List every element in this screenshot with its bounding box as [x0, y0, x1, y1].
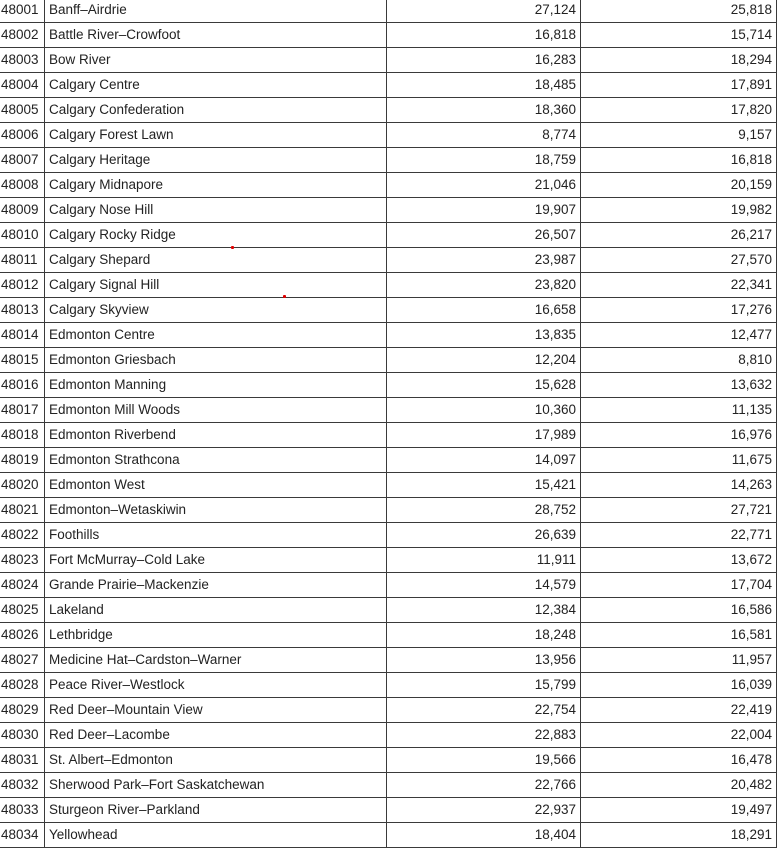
table-row	[0, 448, 777, 473]
value-col-2-cell: 18,291	[581, 823, 777, 848]
district-name-cell: Red Deer–Mountain View	[45, 698, 387, 723]
value-col-2-cell: 17,704	[581, 573, 777, 598]
table-row	[0, 248, 777, 273]
value-col-1-cell: 14,579	[387, 573, 581, 598]
district-name-cell: Calgary Midnapore	[45, 173, 387, 198]
value-col-2-cell: 13,672	[581, 548, 777, 573]
district-code-cell: 48007	[0, 148, 45, 173]
district-name-cell: Calgary Centre	[45, 73, 387, 98]
district-code-cell: 48018	[0, 423, 45, 448]
value-col-1-cell: 13,835	[387, 323, 581, 348]
value-col-2-cell: 20,482	[581, 773, 777, 798]
value-col-1-cell: 13,956	[387, 648, 581, 673]
district-code-cell: 48012	[0, 273, 45, 298]
value-col-1-cell: 16,818	[387, 23, 581, 48]
value-col-2-cell: 20,159	[581, 173, 777, 198]
district-name-cell: Lakeland	[45, 598, 387, 623]
district-name-cell: Calgary Confederation	[45, 98, 387, 123]
value-col-1-cell: 19,907	[387, 198, 581, 223]
value-col-2-cell: 22,341	[581, 273, 777, 298]
district-code-cell: 48017	[0, 398, 45, 423]
table-row	[0, 673, 777, 698]
table-row	[0, 73, 777, 98]
table-row	[0, 23, 777, 48]
district-code-cell: 48015	[0, 348, 45, 373]
district-name-cell: Edmonton Manning	[45, 373, 387, 398]
district-code-cell: 48005	[0, 98, 45, 123]
table-row	[0, 198, 777, 223]
table-row	[0, 223, 777, 248]
value-col-2-cell: 16,581	[581, 623, 777, 648]
district-code-cell: 48019	[0, 448, 45, 473]
value-col-2-cell: 27,721	[581, 498, 777, 523]
table-row	[0, 0, 777, 23]
value-col-1-cell: 21,046	[387, 173, 581, 198]
value-col-1-cell: 12,204	[387, 348, 581, 373]
table-row	[0, 698, 777, 723]
table-row	[0, 723, 777, 748]
district-name-cell: Edmonton West	[45, 473, 387, 498]
district-name-cell: Edmonton Mill Woods	[45, 398, 387, 423]
table-row	[0, 48, 777, 73]
district-code-cell: 48014	[0, 323, 45, 348]
district-code-cell: 48006	[0, 123, 45, 148]
district-code-cell: 48030	[0, 723, 45, 748]
table-row	[0, 498, 777, 523]
district-code-cell: 48003	[0, 48, 45, 73]
table-row	[0, 648, 777, 673]
value-col-1-cell: 28,752	[387, 498, 581, 523]
value-col-1-cell: 22,883	[387, 723, 581, 748]
value-col-1-cell: 22,766	[387, 773, 581, 798]
district-name-cell: Red Deer–Lacombe	[45, 723, 387, 748]
table-row	[0, 298, 777, 323]
district-code-cell: 48022	[0, 523, 45, 548]
district-name-cell: St. Albert–Edmonton	[45, 748, 387, 773]
district-code-cell: 48031	[0, 748, 45, 773]
value-col-1-cell: 18,485	[387, 73, 581, 98]
table-row	[0, 773, 777, 798]
value-col-1-cell: 26,639	[387, 523, 581, 548]
district-code-cell: 48027	[0, 648, 45, 673]
value-col-1-cell: 23,820	[387, 273, 581, 298]
value-col-1-cell: 15,628	[387, 373, 581, 398]
district-code-cell: 48016	[0, 373, 45, 398]
district-name-cell: Medicine Hat–Cardston–Warner	[45, 648, 387, 673]
district-name-cell: Edmonton Strathcona	[45, 448, 387, 473]
value-col-1-cell: 17,989	[387, 423, 581, 448]
value-col-1-cell: 22,937	[387, 798, 581, 823]
district-code-cell: 48024	[0, 573, 45, 598]
district-name-cell: Grande Prairie–Mackenzie	[45, 573, 387, 598]
district-name-cell: Calgary Nose Hill	[45, 198, 387, 223]
table-row	[0, 123, 777, 148]
district-name-cell: Sherwood Park–Fort Saskatchewan	[45, 773, 387, 798]
district-name-cell: Lethbridge	[45, 623, 387, 648]
red-marker-dot	[283, 295, 286, 298]
table-row	[0, 98, 777, 123]
value-col-2-cell: 17,891	[581, 73, 777, 98]
district-code-cell: 48029	[0, 698, 45, 723]
value-col-2-cell: 25,818	[581, 0, 777, 23]
value-col-2-cell: 19,497	[581, 798, 777, 823]
table-row	[0, 598, 777, 623]
district-name-cell: Foothills	[45, 523, 387, 548]
table-row	[0, 573, 777, 598]
district-code-cell: 48013	[0, 298, 45, 323]
district-code-cell: 48023	[0, 548, 45, 573]
value-col-2-cell: 27,570	[581, 248, 777, 273]
value-col-2-cell: 16,818	[581, 148, 777, 173]
value-col-2-cell: 22,419	[581, 698, 777, 723]
district-name-cell: Bow River	[45, 48, 387, 73]
value-col-2-cell: 16,586	[581, 598, 777, 623]
value-col-2-cell: 17,276	[581, 298, 777, 323]
value-col-2-cell: 16,478	[581, 748, 777, 773]
value-col-1-cell: 26,507	[387, 223, 581, 248]
value-col-1-cell: 15,799	[387, 673, 581, 698]
district-name-cell: Calgary Heritage	[45, 148, 387, 173]
district-code-cell: 48008	[0, 173, 45, 198]
value-col-2-cell: 17,820	[581, 98, 777, 123]
table-row	[0, 473, 777, 498]
value-col-1-cell: 8,774	[387, 123, 581, 148]
value-col-2-cell: 9,157	[581, 123, 777, 148]
value-col-2-cell: 16,976	[581, 423, 777, 448]
district-name-cell: Calgary Skyview	[45, 298, 387, 323]
district-name-cell: Banff–Airdrie	[45, 0, 387, 23]
district-code-cell: 48020	[0, 473, 45, 498]
district-name-cell: Yellowhead	[45, 823, 387, 848]
value-col-1-cell: 18,248	[387, 623, 581, 648]
value-col-1-cell: 18,759	[387, 148, 581, 173]
district-code-cell: 48009	[0, 198, 45, 223]
district-code-cell: 48004	[0, 73, 45, 98]
district-name-cell: Battle River–Crowfoot	[45, 23, 387, 48]
district-code-cell: 48001	[0, 0, 45, 23]
value-col-2-cell: 11,675	[581, 448, 777, 473]
value-col-2-cell: 12,477	[581, 323, 777, 348]
table-row	[0, 173, 777, 198]
district-code-cell: 48028	[0, 673, 45, 698]
district-code-cell: 48011	[0, 248, 45, 273]
value-col-2-cell: 11,135	[581, 398, 777, 423]
value-col-2-cell: 8,810	[581, 348, 777, 373]
district-name-cell: Edmonton–Wetaskiwin	[45, 498, 387, 523]
district-name-cell: Fort McMurray–Cold Lake	[45, 548, 387, 573]
table-row	[0, 273, 777, 298]
district-code-cell: 48002	[0, 23, 45, 48]
value-col-1-cell: 18,360	[387, 98, 581, 123]
table-row	[0, 748, 777, 773]
district-name-cell: Edmonton Centre	[45, 323, 387, 348]
value-col-2-cell: 22,771	[581, 523, 777, 548]
value-col-1-cell: 14,097	[387, 448, 581, 473]
district-name-cell: Edmonton Riverbend	[45, 423, 387, 448]
table-row	[0, 623, 777, 648]
value-col-1-cell: 23,987	[387, 248, 581, 273]
value-col-1-cell: 10,360	[387, 398, 581, 423]
district-code-cell: 48025	[0, 598, 45, 623]
table-row	[0, 398, 777, 423]
value-col-1-cell: 27,124	[387, 0, 581, 23]
value-col-1-cell: 15,421	[387, 473, 581, 498]
table-row	[0, 423, 777, 448]
district-name-cell: Calgary Forest Lawn	[45, 123, 387, 148]
value-col-2-cell: 13,632	[581, 373, 777, 398]
value-col-2-cell: 19,982	[581, 198, 777, 223]
value-col-2-cell: 14,263	[581, 473, 777, 498]
value-col-2-cell: 16,039	[581, 673, 777, 698]
table-row	[0, 373, 777, 398]
district-name-cell: Edmonton Griesbach	[45, 348, 387, 373]
value-col-1-cell: 22,754	[387, 698, 581, 723]
district-name-cell: Calgary Rocky Ridge	[45, 223, 387, 248]
district-code-cell: 48010	[0, 223, 45, 248]
value-col-2-cell: 18,294	[581, 48, 777, 73]
value-col-1-cell: 12,384	[387, 598, 581, 623]
district-code-cell: 48033	[0, 798, 45, 823]
district-code-cell: 48026	[0, 623, 45, 648]
value-col-2-cell: 15,714	[581, 23, 777, 48]
value-col-2-cell: 22,004	[581, 723, 777, 748]
value-col-2-cell: 11,957	[581, 648, 777, 673]
value-col-1-cell: 16,283	[387, 48, 581, 73]
value-col-1-cell: 18,404	[387, 823, 581, 848]
district-name-cell: Calgary Signal Hill	[45, 273, 387, 298]
table-row	[0, 798, 777, 823]
table-row	[0, 548, 777, 573]
district-code-cell: 48034	[0, 823, 45, 848]
table-row	[0, 523, 777, 548]
table-row	[0, 148, 777, 173]
red-marker-dot	[231, 246, 234, 249]
district-name-cell: Calgary Shepard	[45, 248, 387, 273]
value-col-1-cell: 19,566	[387, 748, 581, 773]
table-row	[0, 823, 777, 848]
district-name-cell: Sturgeon River–Parkland	[45, 798, 387, 823]
table-row	[0, 323, 777, 348]
value-col-1-cell: 16,658	[387, 298, 581, 323]
value-col-1-cell: 11,911	[387, 548, 581, 573]
district-code-cell: 48032	[0, 773, 45, 798]
table-row	[0, 348, 777, 373]
value-col-2-cell: 26,217	[581, 223, 777, 248]
district-name-cell: Peace River–Westlock	[45, 673, 387, 698]
district-code-cell: 48021	[0, 498, 45, 523]
